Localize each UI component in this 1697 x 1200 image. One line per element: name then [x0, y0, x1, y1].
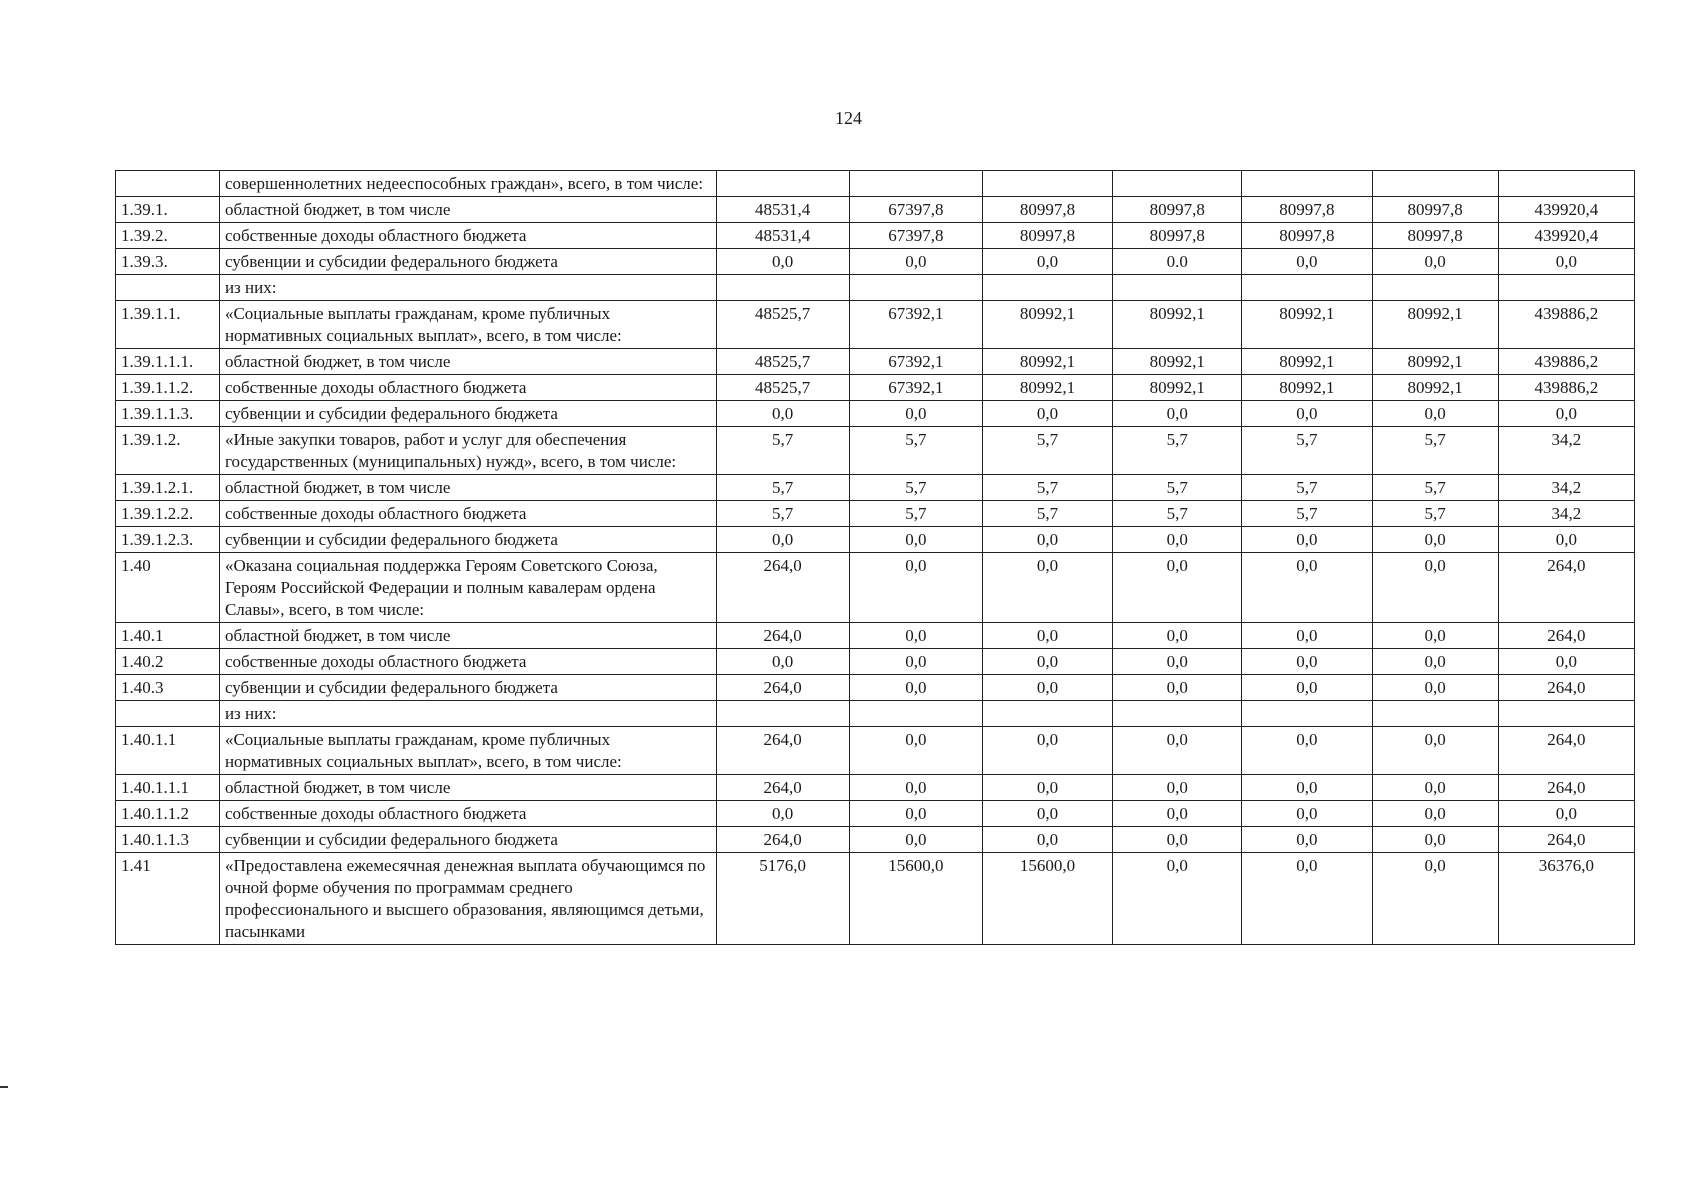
value-cell: 15600,0 — [982, 853, 1112, 945]
value-cell: 0,0 — [1113, 801, 1242, 827]
value-cell: 0,0 — [1242, 623, 1372, 649]
value-cell: 5,7 — [982, 475, 1112, 501]
value-cell: 0,0 — [716, 249, 849, 275]
row-code: 1.40.1.1.2 — [116, 801, 220, 827]
value-cell: 5,7 — [1372, 427, 1498, 475]
row-code: 1.40.2 — [116, 649, 220, 675]
value-cell — [849, 275, 982, 301]
row-description: собственные доходы областного бюджета — [219, 223, 716, 249]
row-code: 1.39.1.2.2. — [116, 501, 220, 527]
value-cell: 0,0 — [1113, 675, 1242, 701]
row-description: «Иные закупки товаров, работ и услуг для обеспечения государственных (муниципальных) нужд», всего, в том числе: — [219, 427, 716, 475]
table-row — [116, 527, 1635, 553]
row-description: субвенции и субсидии федерального бюджета — [219, 527, 716, 553]
row-description: областной бюджет, в том числе — [219, 775, 716, 801]
value-cell: 0,0 — [1242, 727, 1372, 775]
value-cell: 5,7 — [982, 501, 1112, 527]
row-description: из них: — [219, 701, 716, 727]
value-cell — [849, 701, 982, 727]
value-cell: 80997,8 — [1242, 223, 1372, 249]
value-cell: 5,7 — [716, 427, 849, 475]
value-cell: 0,0 — [1242, 675, 1372, 701]
value-cell: 0,0 — [716, 401, 849, 427]
value-cell: 67392,1 — [849, 349, 982, 375]
table-row — [116, 475, 1635, 501]
value-cell: 0,0 — [1372, 675, 1498, 701]
value-cell — [716, 171, 849, 197]
value-cell: 0,0 — [1113, 727, 1242, 775]
value-cell: 36376,0 — [1498, 853, 1634, 945]
value-cell: 0,0 — [1242, 527, 1372, 553]
value-cell — [1242, 275, 1372, 301]
value-cell: 67392,1 — [849, 301, 982, 349]
table-row — [116, 853, 1635, 945]
value-cell: 0,0 — [982, 249, 1112, 275]
value-cell: 0,0 — [1242, 801, 1372, 827]
value-cell: 0,0 — [1113, 553, 1242, 623]
table-row — [116, 775, 1635, 801]
value-cell: 0,0 — [849, 675, 982, 701]
row-description: «Предоставлена ежемесячная денежная выплата обучающимся по очной форме обучения по программам среднего профессионального и высшего образования, являющимся детьми, пасынками — [219, 853, 716, 945]
row-description: субвенции и субсидии федерального бюджета — [219, 249, 716, 275]
value-cell: 0,0 — [1498, 401, 1634, 427]
value-cell: 5,7 — [849, 501, 982, 527]
value-cell: 67397,8 — [849, 223, 982, 249]
value-cell: 264,0 — [1498, 827, 1634, 853]
value-cell: 0,0 — [982, 527, 1112, 553]
value-cell: 0,0 — [1372, 649, 1498, 675]
row-description: собственные доходы областного бюджета — [219, 801, 716, 827]
value-cell: 0,0 — [1113, 649, 1242, 675]
value-cell: 0,0 — [716, 801, 849, 827]
value-cell: 0,0 — [1242, 401, 1372, 427]
row-code: 1.39.1.1.2. — [116, 375, 220, 401]
value-cell: 0,0 — [1113, 527, 1242, 553]
value-cell: 34,2 — [1498, 501, 1634, 527]
table-row — [116, 349, 1635, 375]
value-cell: 5,7 — [1113, 501, 1242, 527]
value-cell: 264,0 — [1498, 775, 1634, 801]
table-row — [116, 649, 1635, 675]
value-cell: 80992,1 — [1372, 349, 1498, 375]
value-cell — [1242, 171, 1372, 197]
value-cell: 48525,7 — [716, 349, 849, 375]
value-cell: 5,7 — [1113, 427, 1242, 475]
value-cell: 0,0 — [716, 527, 849, 553]
table-row — [116, 427, 1635, 475]
value-cell: 264,0 — [716, 827, 849, 853]
value-cell: 439920,4 — [1498, 223, 1634, 249]
value-cell: 0,0 — [982, 775, 1112, 801]
table-row — [116, 197, 1635, 223]
value-cell: 67397,8 — [849, 197, 982, 223]
row-description: «Социальные выплаты гражданам, кроме публичных нормативных социальных выплат», всего, в том числе: — [219, 727, 716, 775]
row-description: собственные доходы областного бюджета — [219, 649, 716, 675]
value-cell: 0,0 — [1242, 853, 1372, 945]
value-cell: 0,0 — [849, 727, 982, 775]
value-cell: 0,0 — [1113, 775, 1242, 801]
row-code: 1.39.2. — [116, 223, 220, 249]
row-description: «Оказана социальная поддержка Героям Советского Союза, Героям Российской Федерации и полным кавалерам ордена Славы», всего, в том числе: — [219, 553, 716, 623]
value-cell — [1242, 701, 1372, 727]
value-cell: 0,0 — [1498, 527, 1634, 553]
value-cell: 0,0 — [1372, 827, 1498, 853]
value-cell: 80992,1 — [982, 375, 1112, 401]
margin-mark — [0, 1086, 8, 1088]
row-code: 1.40 — [116, 553, 220, 623]
value-cell: 0,0 — [1242, 827, 1372, 853]
row-code — [116, 275, 220, 301]
value-cell: 0,0 — [982, 727, 1112, 775]
value-cell: 5,7 — [1372, 501, 1498, 527]
value-cell: 0,0 — [849, 527, 982, 553]
value-cell: 0,0 — [1242, 249, 1372, 275]
value-cell — [1113, 701, 1242, 727]
value-cell: 80997,8 — [982, 197, 1112, 223]
row-code: 1.39.1.1.1. — [116, 349, 220, 375]
value-cell — [982, 701, 1112, 727]
table-row — [116, 701, 1635, 727]
row-description: «Социальные выплаты гражданам, кроме публичных нормативных социальных выплат», всего, в том числе: — [219, 301, 716, 349]
value-cell: 0,0 — [982, 401, 1112, 427]
value-cell — [1498, 275, 1634, 301]
value-cell: 48525,7 — [716, 375, 849, 401]
value-cell: 264,0 — [1498, 675, 1634, 701]
value-cell: 0,0 — [849, 801, 982, 827]
row-code: 1.39.1.1.3. — [116, 401, 220, 427]
value-cell: 80992,1 — [1242, 375, 1372, 401]
value-cell: 0,0 — [1113, 401, 1242, 427]
value-cell — [1113, 171, 1242, 197]
value-cell: 264,0 — [716, 675, 849, 701]
value-cell: 48531,4 — [716, 223, 849, 249]
value-cell: 80997,8 — [1242, 197, 1372, 223]
value-cell: 0,0 — [1113, 853, 1242, 945]
value-cell: 5,7 — [849, 475, 982, 501]
value-cell: 0,0 — [1113, 623, 1242, 649]
value-cell: 5,7 — [1113, 475, 1242, 501]
value-cell — [716, 701, 849, 727]
value-cell: 264,0 — [716, 727, 849, 775]
value-cell: 0.0 — [1113, 249, 1242, 275]
value-cell — [716, 275, 849, 301]
value-cell: 0,0 — [849, 249, 982, 275]
value-cell: 0,0 — [849, 649, 982, 675]
value-cell — [1372, 171, 1498, 197]
value-cell: 15600,0 — [849, 853, 982, 945]
row-description: совершеннолетних недееспособных граждан», всего, в том числе: — [219, 171, 716, 197]
row-code: 1.39.1.2.1. — [116, 475, 220, 501]
row-description: областной бюджет, в том числе — [219, 623, 716, 649]
value-cell: 5,7 — [982, 427, 1112, 475]
row-code: 1.40.1.1.3 — [116, 827, 220, 853]
value-cell: 439886,2 — [1498, 375, 1634, 401]
table-row — [116, 301, 1635, 349]
table-body — [116, 171, 1635, 945]
value-cell — [982, 275, 1112, 301]
value-cell: 80997,8 — [1372, 197, 1498, 223]
value-cell: 264,0 — [1498, 623, 1634, 649]
value-cell: 5,7 — [1372, 475, 1498, 501]
value-cell: 0,0 — [1113, 827, 1242, 853]
value-cell: 34,2 — [1498, 427, 1634, 475]
value-cell: 0,0 — [1242, 649, 1372, 675]
value-cell: 0,0 — [1498, 649, 1634, 675]
value-cell: 0,0 — [849, 775, 982, 801]
table-row — [116, 171, 1635, 197]
value-cell: 5,7 — [1242, 501, 1372, 527]
value-cell: 0,0 — [849, 553, 982, 623]
value-cell: 0,0 — [849, 623, 982, 649]
row-code — [116, 171, 220, 197]
value-cell: 48525,7 — [716, 301, 849, 349]
value-cell: 80992,1 — [1242, 349, 1372, 375]
value-cell: 0,0 — [982, 801, 1112, 827]
table-row — [116, 827, 1635, 853]
table-row — [116, 275, 1635, 301]
row-code: 1.40.3 — [116, 675, 220, 701]
value-cell: 80997,8 — [982, 223, 1112, 249]
row-description: собственные доходы областного бюджета — [219, 501, 716, 527]
page-number: 124 — [835, 108, 862, 128]
value-cell — [1498, 171, 1634, 197]
row-description: областной бюджет, в том числе — [219, 349, 716, 375]
value-cell: 439886,2 — [1498, 301, 1634, 349]
value-cell: 264,0 — [1498, 727, 1634, 775]
value-cell: 0,0 — [716, 649, 849, 675]
value-cell: 0,0 — [1242, 775, 1372, 801]
table-row — [116, 553, 1635, 623]
value-cell: 80997,8 — [1113, 197, 1242, 223]
value-cell: 0,0 — [1372, 249, 1498, 275]
value-cell: 0,0 — [1372, 801, 1498, 827]
value-cell: 80992,1 — [1113, 375, 1242, 401]
value-cell: 80992,1 — [1113, 301, 1242, 349]
value-cell: 0,0 — [982, 827, 1112, 853]
value-cell: 80992,1 — [1242, 301, 1372, 349]
row-code: 1.40.1 — [116, 623, 220, 649]
value-cell: 5176,0 — [716, 853, 849, 945]
row-code: 1.40.1.1 — [116, 727, 220, 775]
row-description: субвенции и субсидии федерального бюджета — [219, 827, 716, 853]
value-cell: 0,0 — [982, 675, 1112, 701]
table-row — [116, 249, 1635, 275]
value-cell: 0,0 — [1372, 527, 1498, 553]
value-cell: 264,0 — [716, 623, 849, 649]
table-row — [116, 501, 1635, 527]
value-cell: 0,0 — [1498, 249, 1634, 275]
row-code: 1.39.1. — [116, 197, 220, 223]
value-cell — [1498, 701, 1634, 727]
value-cell: 34,2 — [1498, 475, 1634, 501]
table-row — [116, 623, 1635, 649]
value-cell: 80992,1 — [1113, 349, 1242, 375]
value-cell: 5,7 — [716, 475, 849, 501]
row-code: 1.39.1.1. — [116, 301, 220, 349]
table-row — [116, 375, 1635, 401]
value-cell: 0,0 — [849, 401, 982, 427]
value-cell: 0,0 — [982, 553, 1112, 623]
value-cell: 0,0 — [982, 649, 1112, 675]
value-cell — [1372, 701, 1498, 727]
value-cell: 0,0 — [1372, 623, 1498, 649]
row-description: областной бюджет, в том числе — [219, 475, 716, 501]
row-description: собственные доходы областного бюджета — [219, 375, 716, 401]
value-cell: 80992,1 — [1372, 375, 1498, 401]
row-code: 1.39.1.2. — [116, 427, 220, 475]
value-cell: 80992,1 — [982, 301, 1112, 349]
row-description: областной бюджет, в том числе — [219, 197, 716, 223]
value-cell: 5,7 — [716, 501, 849, 527]
value-cell: 5,7 — [1242, 475, 1372, 501]
row-code — [116, 701, 220, 727]
value-cell: 0,0 — [1498, 801, 1634, 827]
value-cell: 80992,1 — [1372, 301, 1498, 349]
value-cell: 0,0 — [1372, 853, 1498, 945]
value-cell: 439920,4 — [1498, 197, 1634, 223]
value-cell — [1372, 275, 1498, 301]
value-cell: 0,0 — [1372, 727, 1498, 775]
row-description: из них: — [219, 275, 716, 301]
row-code: 1.39.3. — [116, 249, 220, 275]
row-description: субвенции и субсидии федерального бюджета — [219, 675, 716, 701]
table-row — [116, 727, 1635, 775]
table-row — [116, 675, 1635, 701]
value-cell: 0,0 — [1372, 401, 1498, 427]
row-code: 1.40.1.1.1 — [116, 775, 220, 801]
value-cell: 0,0 — [1372, 553, 1498, 623]
value-cell: 5,7 — [849, 427, 982, 475]
value-cell — [849, 171, 982, 197]
budget-table — [115, 170, 1635, 945]
value-cell: 80997,8 — [1113, 223, 1242, 249]
value-cell: 264,0 — [716, 775, 849, 801]
value-cell: 80992,1 — [982, 349, 1112, 375]
value-cell: 264,0 — [716, 553, 849, 623]
value-cell: 80997,8 — [1372, 223, 1498, 249]
value-cell: 5,7 — [1242, 427, 1372, 475]
row-code: 1.39.1.2.3. — [116, 527, 220, 553]
value-cell: 0,0 — [849, 827, 982, 853]
value-cell: 67392,1 — [849, 375, 982, 401]
value-cell: 0,0 — [1372, 775, 1498, 801]
value-cell: 0,0 — [1242, 553, 1372, 623]
value-cell: 264,0 — [1498, 553, 1634, 623]
value-cell — [982, 171, 1112, 197]
value-cell: 0,0 — [982, 623, 1112, 649]
value-cell — [1113, 275, 1242, 301]
table-row — [116, 223, 1635, 249]
table-row — [116, 801, 1635, 827]
table-row — [116, 401, 1635, 427]
row-code: 1.41 — [116, 853, 220, 945]
value-cell: 48531,4 — [716, 197, 849, 223]
value-cell: 439886,2 — [1498, 349, 1634, 375]
row-description: субвенции и субсидии федерального бюджета — [219, 401, 716, 427]
